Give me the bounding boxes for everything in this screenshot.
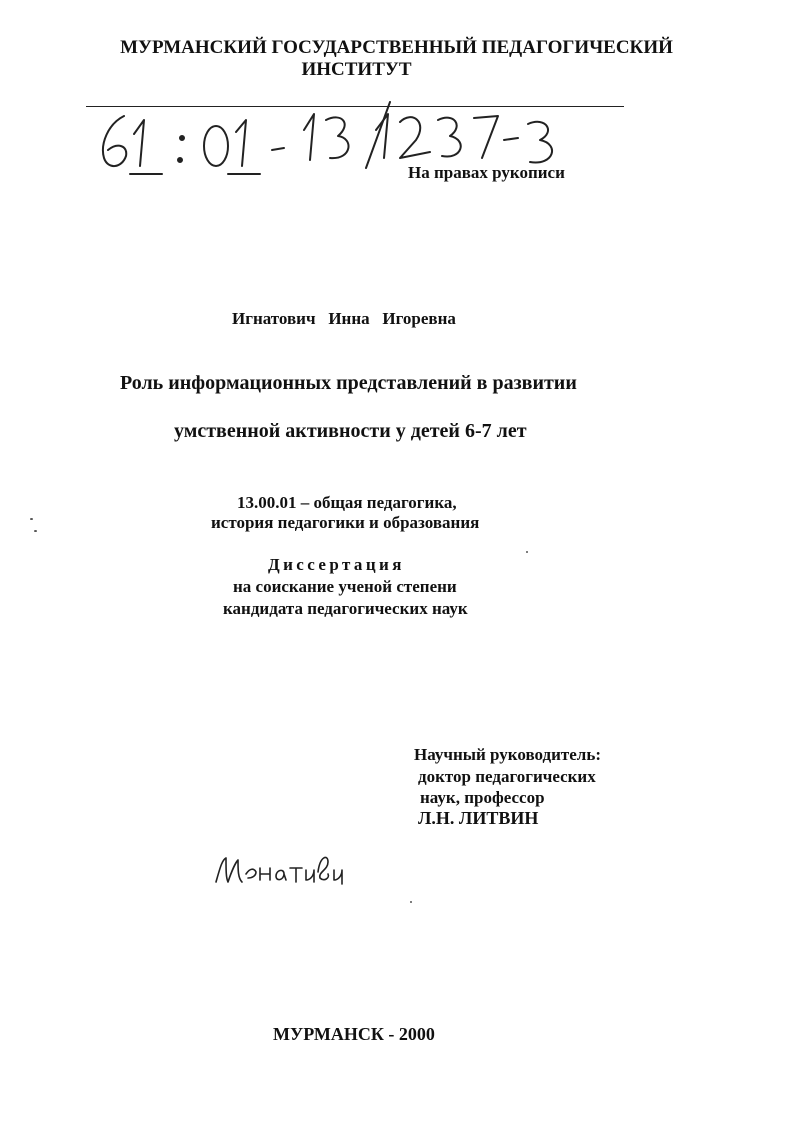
scan-speck — [34, 530, 37, 532]
dissertation-title-line-1: Роль информационных представлений в развитии — [120, 372, 577, 394]
dissertation-heading: Диссертация — [268, 555, 405, 574]
author-name: Игнатович Инна Игоревна — [232, 309, 456, 328]
degree-line-1: на соискание ученой степени — [233, 577, 457, 596]
specialty-line-2: история педагогики и образования — [211, 513, 480, 532]
author-signature — [210, 848, 350, 894]
scan-speck — [526, 551, 528, 553]
specialty-line-1: 13.00.01 – общая педагогика, — [237, 493, 457, 512]
supervisor-name: Л.Н. ЛИТВИН — [418, 808, 539, 828]
supervisor-label: Научный руководитель: — [414, 745, 601, 764]
scan-speck — [30, 518, 33, 520]
manuscript-rights: На правах рукописи — [408, 163, 565, 182]
dissertation-title-line-2: умственной активности у детей 6-7 лет — [174, 420, 527, 442]
scan-speck — [410, 901, 412, 903]
institution-line-1: МУРМАНСКИЙ ГОСУДАРСТВЕННЫЙ ПЕДАГОГИЧЕСКИЙ — [120, 37, 673, 58]
degree-line-2: кандидата педагогических наук — [223, 599, 468, 618]
city-year: МУРМАНСК - 2000 — [273, 1024, 435, 1044]
institution-line-2: ИНСТИТУТ — [301, 59, 412, 80]
supervisor-degree-line-2: наук, профессор — [420, 788, 545, 807]
supervisor-degree-line-1: доктор педагогических — [418, 767, 596, 786]
